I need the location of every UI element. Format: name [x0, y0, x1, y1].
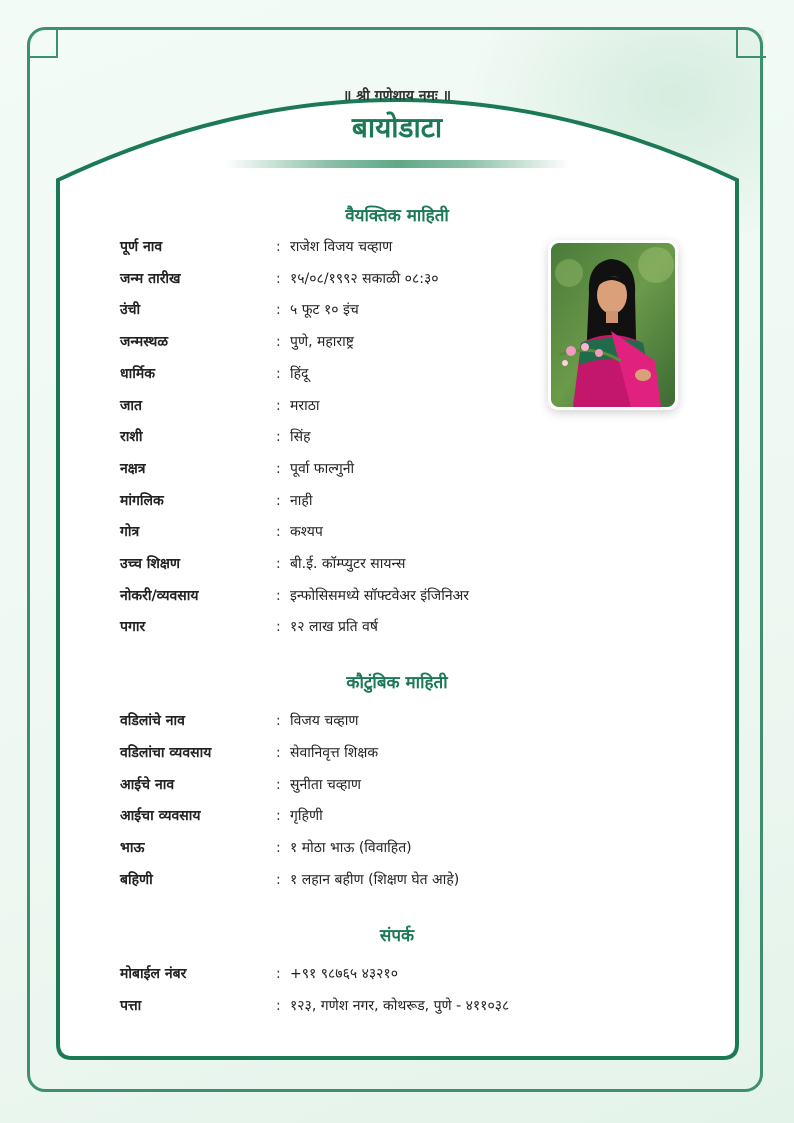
title-underline [225, 160, 570, 168]
detail-separator: : [276, 334, 281, 351]
detail-value: ५ फूट १० इंच [290, 302, 359, 319]
detail-value: १५/०८/१९९२ सकाळी ०८:३० [290, 270, 439, 287]
detail-value: १ मोठा भाऊ (विवाहित) [290, 840, 412, 857]
detail-label: धार्मिक [120, 365, 155, 382]
detail-separator: : [276, 587, 281, 604]
detail-separator: : [276, 492, 281, 509]
detail-value: पुणे, महाराष्ट्र [290, 334, 354, 351]
detail-label: वडिलांचा व्यवसाय [120, 744, 212, 761]
detail-label: पूर्ण नाव [120, 239, 163, 255]
detail-separator: : [276, 808, 281, 825]
detail-label: जन्मस्थळ [120, 334, 168, 351]
detail-label: पगार [120, 619, 146, 636]
detail-separator: : [276, 302, 281, 319]
detail-value: विजय चव्हाण [290, 713, 359, 729]
detail-separator: : [276, 840, 281, 857]
detail-value: राजेश विजय चव्हाण [290, 239, 393, 255]
detail-label: उच्च शिक्षण [120, 556, 181, 572]
detail-value: १२३, गणेश नगर, कोथरूड, पुणे - ४११०३८ [290, 998, 510, 1014]
detail-value: सिंह [290, 429, 311, 446]
detail-label: आईचा व्यवसाय [120, 808, 201, 825]
detail-separator: : [276, 998, 281, 1014]
detail-value: हिंदू [290, 365, 309, 382]
detail-label: गोत्र [120, 524, 140, 541]
detail-value: गृहिणी [290, 808, 323, 825]
section-heading-family: कौटुंबिक माहिती [346, 673, 448, 693]
detail-separator: : [276, 365, 281, 382]
detail-separator: : [276, 713, 281, 729]
detail-label: भाऊ [120, 840, 145, 857]
detail-value: +९१ ९८७६५ ४३२१० [290, 966, 398, 982]
detail-separator: : [276, 397, 281, 414]
portrait-image [551, 243, 675, 407]
detail-value: मराठा [290, 397, 320, 414]
detail-label: नोकरी/व्यवसाय [120, 587, 199, 604]
detail-value: नाही [290, 492, 313, 509]
detail-separator: : [276, 872, 281, 888]
detail-value: बी.ई. कॉम्प्युटर सायन्स [290, 556, 406, 572]
detail-separator: : [276, 556, 281, 572]
detail-separator: : [276, 619, 281, 636]
detail-separator: : [276, 239, 281, 255]
detail-separator: : [276, 744, 281, 761]
mantra-text: ॥ श्री गणेशाय नमः ॥ [342, 88, 452, 104]
detail-value: सेवानिवृत्त शिक्षक [290, 744, 379, 761]
detail-value: १ लहान बहीण (शिक्षण घेत आहे) [290, 872, 460, 888]
detail-value: पूर्वा फाल्गुनी [290, 460, 355, 477]
detail-value: सुनीता चव्हाण [290, 776, 362, 793]
detail-separator: : [276, 460, 281, 477]
detail-label: जन्म तारीख [120, 270, 181, 287]
detail-separator: : [276, 776, 281, 793]
detail-label: मोबाईल नंबर [120, 966, 187, 982]
profile-photo [548, 240, 678, 410]
detail-separator: : [276, 429, 281, 446]
detail-label: मांगलिक [120, 492, 164, 509]
detail-label: उंची [120, 302, 141, 319]
detail-label: नक्षत्र [120, 460, 146, 477]
detail-label: पत्ता [120, 998, 142, 1014]
detail-label: जात [120, 397, 142, 414]
detail-label: राशी [120, 429, 143, 446]
detail-separator: : [276, 524, 281, 541]
page-title: बायोडाटा [351, 111, 443, 144]
detail-separator: : [276, 966, 281, 982]
section-heading-personal: वैयक्तिक माहिती [345, 206, 449, 226]
detail-value: इन्फोसिसमध्ये सॉफ्टवेअर इंजिनिअर [290, 587, 470, 604]
detail-separator: : [276, 270, 281, 287]
section-heading-contact: संपर्क [379, 926, 415, 946]
detail-label: वडिलांचे नाव [120, 713, 185, 729]
detail-label: बहिणी [120, 872, 153, 888]
detail-value: कश्यप [290, 524, 323, 541]
detail-value: १२ लाख प्रति वर्ष [290, 619, 378, 636]
detail-label: आईचे नाव [120, 776, 175, 793]
